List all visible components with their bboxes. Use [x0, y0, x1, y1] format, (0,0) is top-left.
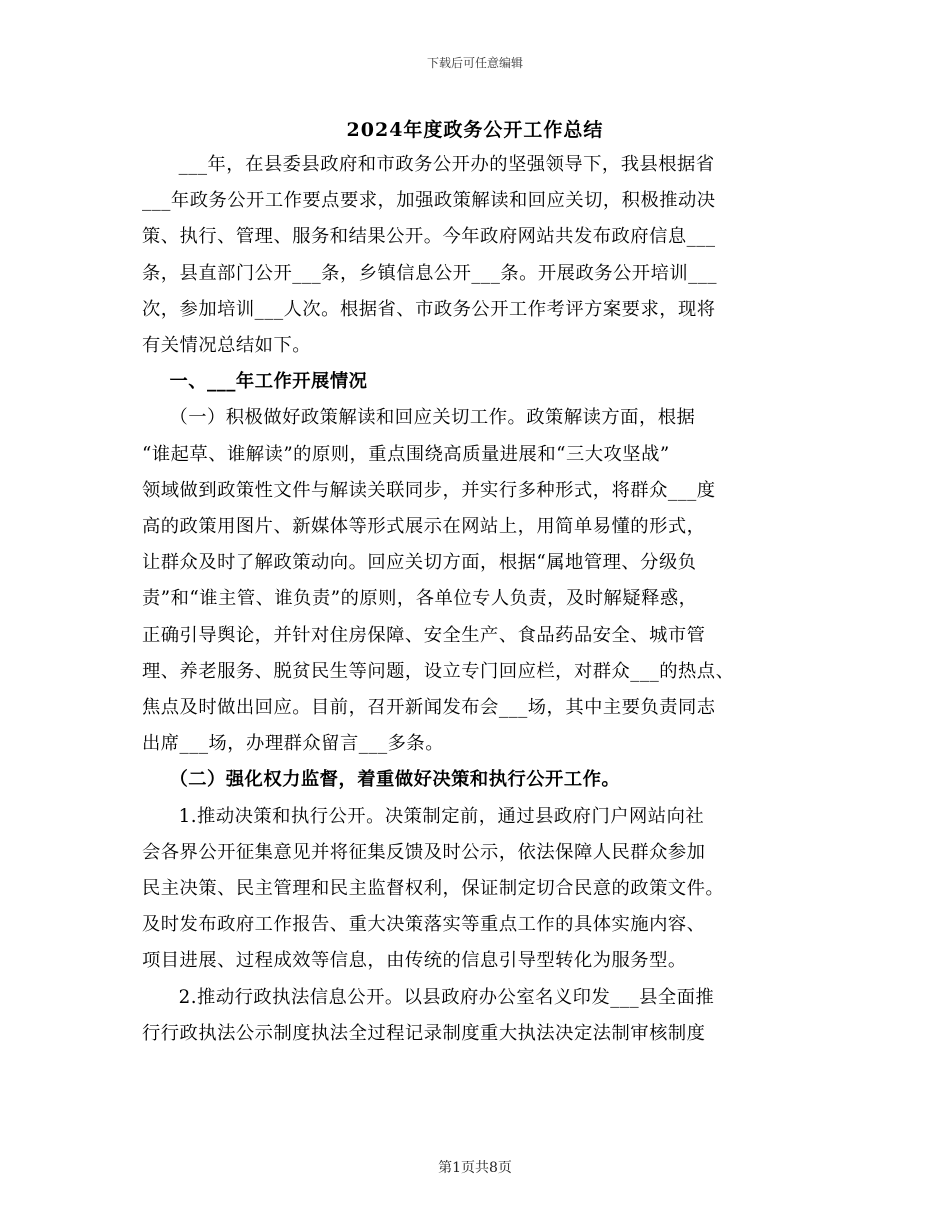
- text-line: 有关情况总结如下。: [142, 335, 312, 357]
- text-line: 策、执行、管理、服务和结果公开。今年政府网站共发布政府信息___: [142, 226, 716, 248]
- section-heading-line: 一、___年工作开展情况: [169, 371, 368, 393]
- text-line: 出席___场，办理群众留言___多条。: [142, 733, 444, 755]
- text-line: 高的政策用图片、新媒体等形式展示在网站上，用简单易懂的形式，: [142, 516, 706, 538]
- text-line: 及时发布政府工作报告、重大决策落实等重点工作的具体实施内容、: [142, 914, 706, 936]
- text-line: 理、养老服务、脱贫民生等问题，设立专门回应栏，对群众___的热点、: [142, 660, 735, 682]
- text-line: 会各界公开征集意见并将征集反馈及时公示，依法保障人民群众参加: [142, 841, 706, 863]
- text-line: 正确引导舆论，并针对住房保障、安全生产、食品药品安全、城市管: [142, 624, 706, 646]
- header-note: 下载后可任意编辑: [426, 56, 523, 70]
- section-heading-line: （二）强化权力监督，着重做好决策和执行公开工作。: [169, 769, 621, 791]
- text-line: ___年，在县委县政府和市政务公开办的坚强领导下，我县根据省: [178, 154, 715, 175]
- document-title: 2024年度政务公开工作总结: [346, 119, 604, 141]
- page-footer: 第1页共8页: [438, 1160, 512, 1176]
- text-line: 项目进展、过程成效等信息，由传统的信息引导型转化为服务型。: [142, 950, 687, 972]
- text-line: （一）积极做好政策解读和回应关切工作。政策解读方面，根据: [169, 407, 696, 429]
- text-line: 责”和“谁主管、谁负责”的原则，各单位专人负责，及时解疑释惑，: [142, 588, 698, 610]
- text-line: 领域做到政策性文件与解读关联同步，并实行多种形式，将群众___度: [142, 479, 716, 501]
- document-body: [142, 147, 817, 1052]
- text-line: 次，参加培训___人次。根据省、市政务公开工作考评方案要求，现将: [142, 298, 716, 320]
- text-line: 让群众及时了解政策动向。回应关切方面，根据“属地管理、分级负: [142, 552, 697, 574]
- text-line: 民主决策、民主管理和民主监督权利，保证制定切合民意的政策文件。: [142, 878, 725, 900]
- text-line: “谁起草、谁解读”的原则，重点围绕高质量进展和“三大攻坚战”: [142, 443, 670, 465]
- text-line: 焦点及时做出回应。目前，召开新闻发布会___场，其中主要负责同志: [142, 697, 716, 719]
- text-line: 条，县直部门公开___条，乡镇信息公开___条。开展政务公开培训___: [142, 262, 718, 284]
- text-line: 2.推动行政执法信息公开。以县政府办公室名义印发___县全面推: [178, 986, 715, 1008]
- text-line: 1.推动决策和执行公开。决策制定前，通过县政府门户网站向社: [178, 805, 705, 827]
- text-line: ___年政务公开工作要点要求，加强政策解读和回应关切，积极推动决: [142, 190, 716, 212]
- text-line: 行行政执法公示制度执法全过程记录制度重大执法决定法制审核制度: [142, 1022, 706, 1044]
